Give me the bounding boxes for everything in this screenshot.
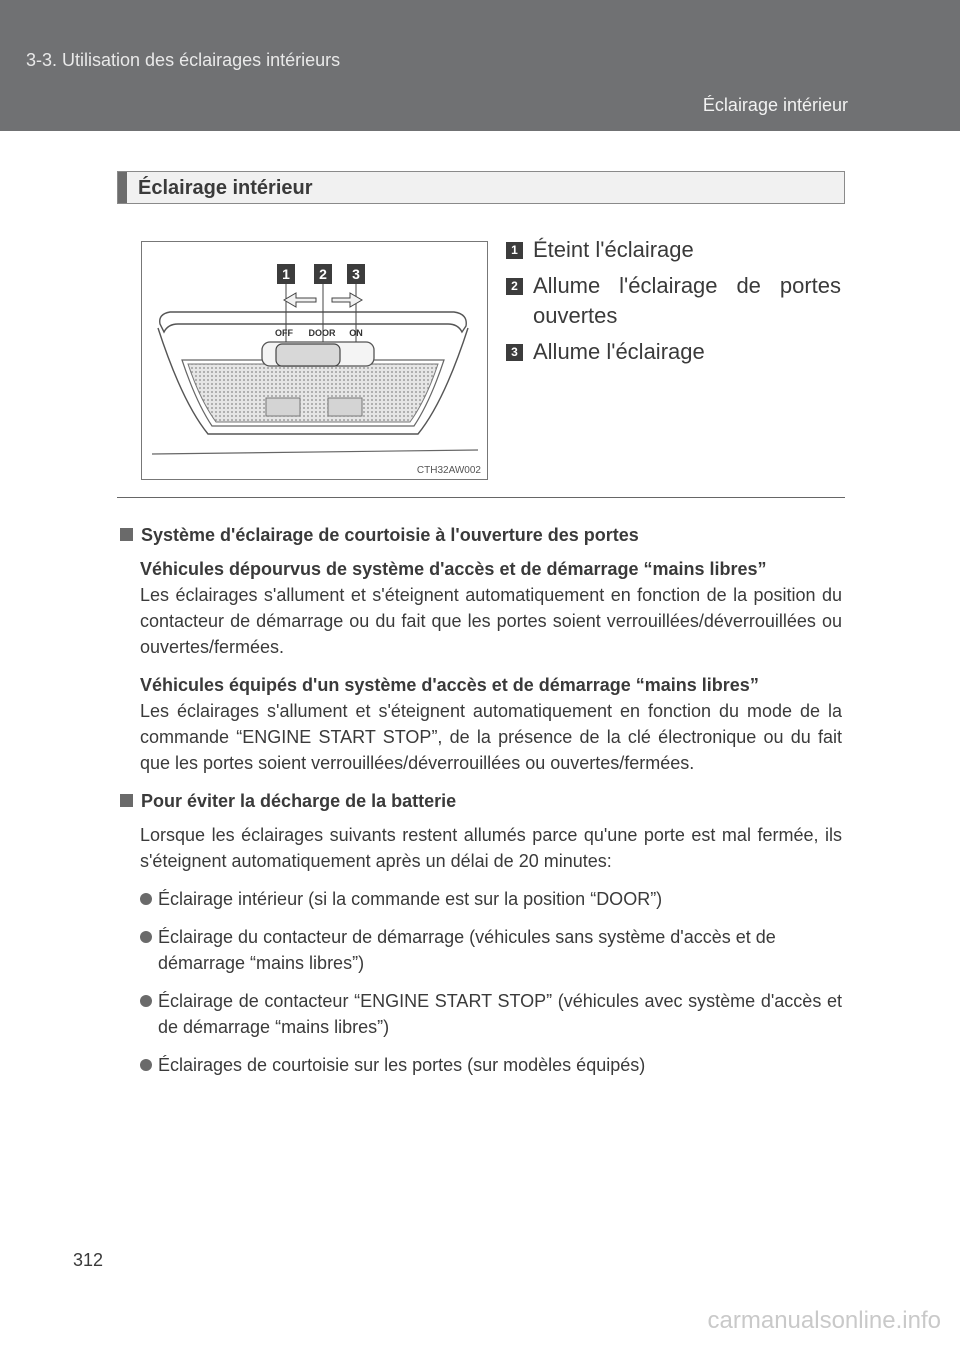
legend-text-continued: ouvertes xyxy=(533,303,618,328)
legend-text: Allume l'éclairage xyxy=(533,339,705,364)
interior-light-illustration xyxy=(142,242,487,479)
watermark: carmanualsonline.info xyxy=(707,1307,941,1334)
with-keyless-title: Véhicules équipés d'un système d'accès et de démarrage “mains libres” xyxy=(140,675,759,695)
figure-code: CTH32AW002 xyxy=(416,465,481,476)
interior-light-figure xyxy=(141,241,488,480)
battery-heading: Pour éviter la décharge de la batterie xyxy=(120,788,842,814)
battery-intro: Lorsque les éclairages suivants restent allumés parce qu'une porte est mal fermée, ils s'éteignent automatiquement après un délai de 20 minutes: xyxy=(140,825,842,871)
section-title: Éclairage intérieur xyxy=(138,177,313,199)
figure-legend xyxy=(505,235,841,373)
bullet-dot-icon xyxy=(140,1059,152,1071)
callout-number: 3 xyxy=(352,266,360,282)
courtesy-heading: Système d'éclairage de courtoisie à l'ouverture des portes xyxy=(120,522,842,548)
bullet-dot-icon xyxy=(140,893,152,905)
page-content xyxy=(120,522,842,1090)
switch-label-on: ON xyxy=(349,328,363,338)
section-divider xyxy=(117,497,845,498)
without-keyless-title: Véhicules dépourvus de système d'accès et de démarrage “mains libres” xyxy=(140,559,767,579)
callout-number: 1 xyxy=(282,266,290,282)
square-bullet-icon xyxy=(120,794,133,807)
battery-bullet: Éclairage de contacteur “ENGINE START STOP” (véhicules avec système d'accès et de démarrage “mains libres”) xyxy=(120,988,842,1040)
bullet-dot-icon xyxy=(140,931,152,943)
legend-item-1 xyxy=(505,235,841,265)
chapter-title: 3-3. Utilisation des éclairages intérieurs xyxy=(26,50,341,70)
legend-number: 3 xyxy=(506,344,523,361)
battery-bullet: Éclairage intérieur (si la commande est sur la position “DOOR”) xyxy=(120,886,842,912)
with-keyless-text: Les éclairages s'allument et s'éteignent automatiquement en fonction du mode de la commande “ENGINE START STOP”, de la présence de la clé électronique ou du fait que les portes soient verrouillées/déverrouillées ou ouvertes/fermées. xyxy=(140,701,842,773)
legend-text: Éteint l'éclairage xyxy=(533,237,694,262)
battery-bullet: Éclairages de courtoisie sur les portes (sur modèles équipés) xyxy=(120,1052,842,1078)
legend-number: 1 xyxy=(506,242,523,259)
legend-item-3 xyxy=(505,337,841,367)
legend-number: 2 xyxy=(506,278,523,295)
section-heading-bar xyxy=(118,172,127,203)
switch-label-off: OFF xyxy=(275,328,293,338)
battery-bullet: Éclairage du contacteur de démarrage (véhicules sans système d'accès et de démarrage “mains libres”) xyxy=(120,924,842,976)
legend-item-2 xyxy=(505,271,841,331)
running-title: Éclairage intérieur xyxy=(702,95,848,115)
without-keyless-text: Les éclairages s'allument et s'éteignent automatiquement en fonction de la position du contacteur de démarrage ou du fait que les portes soient verrouillées/déverrouillées ou ouvertes/fermées. xyxy=(140,585,842,657)
callout-number: 2 xyxy=(319,266,327,282)
switch-label-door: DOOR xyxy=(308,328,336,338)
square-bullet-icon xyxy=(120,528,133,541)
legend-text: Allume l'éclairage de portes xyxy=(533,273,841,298)
page-header xyxy=(0,0,960,131)
page-number: 312 xyxy=(73,1250,104,1270)
bullet-dot-icon xyxy=(140,995,152,1007)
section-heading-box xyxy=(117,171,845,204)
